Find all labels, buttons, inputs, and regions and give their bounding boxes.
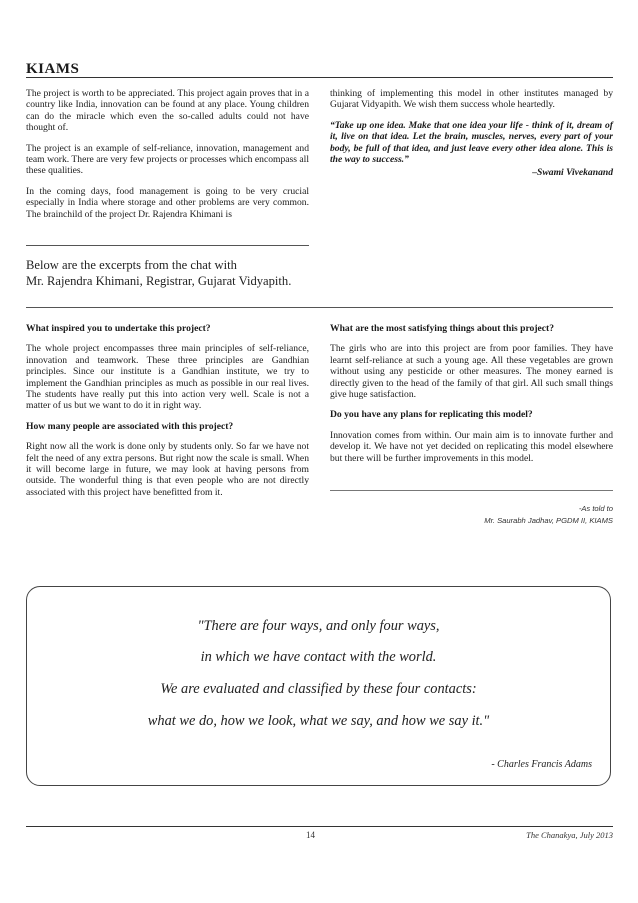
paragraph: The project is worth to be appreciated. This project again proves that in a country like India, innovation can be found at any place. Young children can do the miracle which even the so-called adults could not have thought of. (26, 88, 309, 134)
vivekanand-quote: “Take up one idea. Make that one idea your life - think of it, dream of it, live on that idea. Let the brain, muscles, nerves, every part of your body, be full of that idea, and just leave every other idea alone. This is the way to success.” (330, 119, 613, 166)
box-quote-line: in which we have contact with the world. (200, 649, 437, 665)
question: How many people are associated with this project? (26, 420, 234, 432)
paragraph: The project is an example of self-reliance, innovation, management and team work. There are very few projects or processes which encompass all these qualities. (26, 142, 309, 177)
credit-line: Mr. Saurabh Jadhav, PGDM II, KIAMS (484, 515, 613, 525)
told-to-credit (330, 503, 613, 526)
answer: Right now all the work is done only by students only. So far we have not felt the need of any extra persons. But right now the scale is small. When it will become large in future, we may look at having persons from outside. The wonderful thing is that even people who are not directly associated with this project have benefitted from it. (26, 441, 309, 498)
paragraph: In the coming days, food management is going to be very crucial especially in India where storage and other problems are very common. The brainchild of the project Dr. Rajendra Khimani is (26, 185, 309, 220)
answer: Innovation comes from within. Our main aim is to innovate further and develop it. We have not yet decided on replicating this model elsewhere but there will be further improvements in this model. (330, 429, 613, 464)
question: What are the most satisfying things about this project? (330, 323, 555, 334)
excerpt-intro (26, 258, 326, 289)
section-divider (26, 307, 613, 308)
paragraph: thinking of implementing this model in other institutes managed by Gujarat Vidyapith. We wish them success whole heartedly. (330, 88, 613, 111)
divider (330, 490, 613, 491)
top-right-column (330, 88, 613, 188)
interview-left-column (26, 323, 309, 507)
answer: The girls who are into this project are from poor families. They have learnt self-reliance at such a young age. All these vegetables are grown without using any pesticide or other measures. The money earned is directly given to the head of the family of that girl. All such small things give huge satisfaction. (330, 343, 613, 401)
interview-right-column (330, 323, 613, 473)
box-quote-line: We are evaluated and classified by these four contacts: (160, 681, 477, 697)
box-quote-attribution: - Charles Francis Adams (491, 759, 592, 770)
credit-line: -As told to (578, 504, 613, 513)
question: Do you have any plans for replicating this model? (330, 409, 533, 421)
header-rule (26, 77, 613, 78)
page-number: 14 (306, 830, 315, 840)
excerpt-line: Mr. Rajendra Khimani, Registrar, Gujarat Vidyapith. (26, 273, 292, 288)
question: What inspired you to undertake this project? (26, 323, 211, 334)
divider (26, 245, 309, 246)
footer-rule (26, 826, 613, 827)
box-quote-line: "There are four ways, and only four ways, (197, 618, 440, 634)
quote-attribution: –Swami Vivekanand (532, 167, 613, 179)
box-quote-line: what we do, how we look, what we say, and how we say it." (147, 713, 490, 729)
kiams-logo: KIAMS (26, 61, 80, 77)
top-left-column (26, 88, 309, 229)
publication-footer: The Chanakya, July 2013 (526, 830, 613, 840)
excerpt-line: Below are the excerpts from the chat with (26, 258, 237, 272)
answer: The whole project encompasses three main principles of self-reliance, innovation and teamwork. These three principles are Gandhian principles. Since our institute is a Gandhian institute, we try to implement the Gandhian principles as much as possible in our real lives. The students have really put this into action very well. Scale is not a matter of us but we want to do it in right way. (26, 343, 309, 412)
